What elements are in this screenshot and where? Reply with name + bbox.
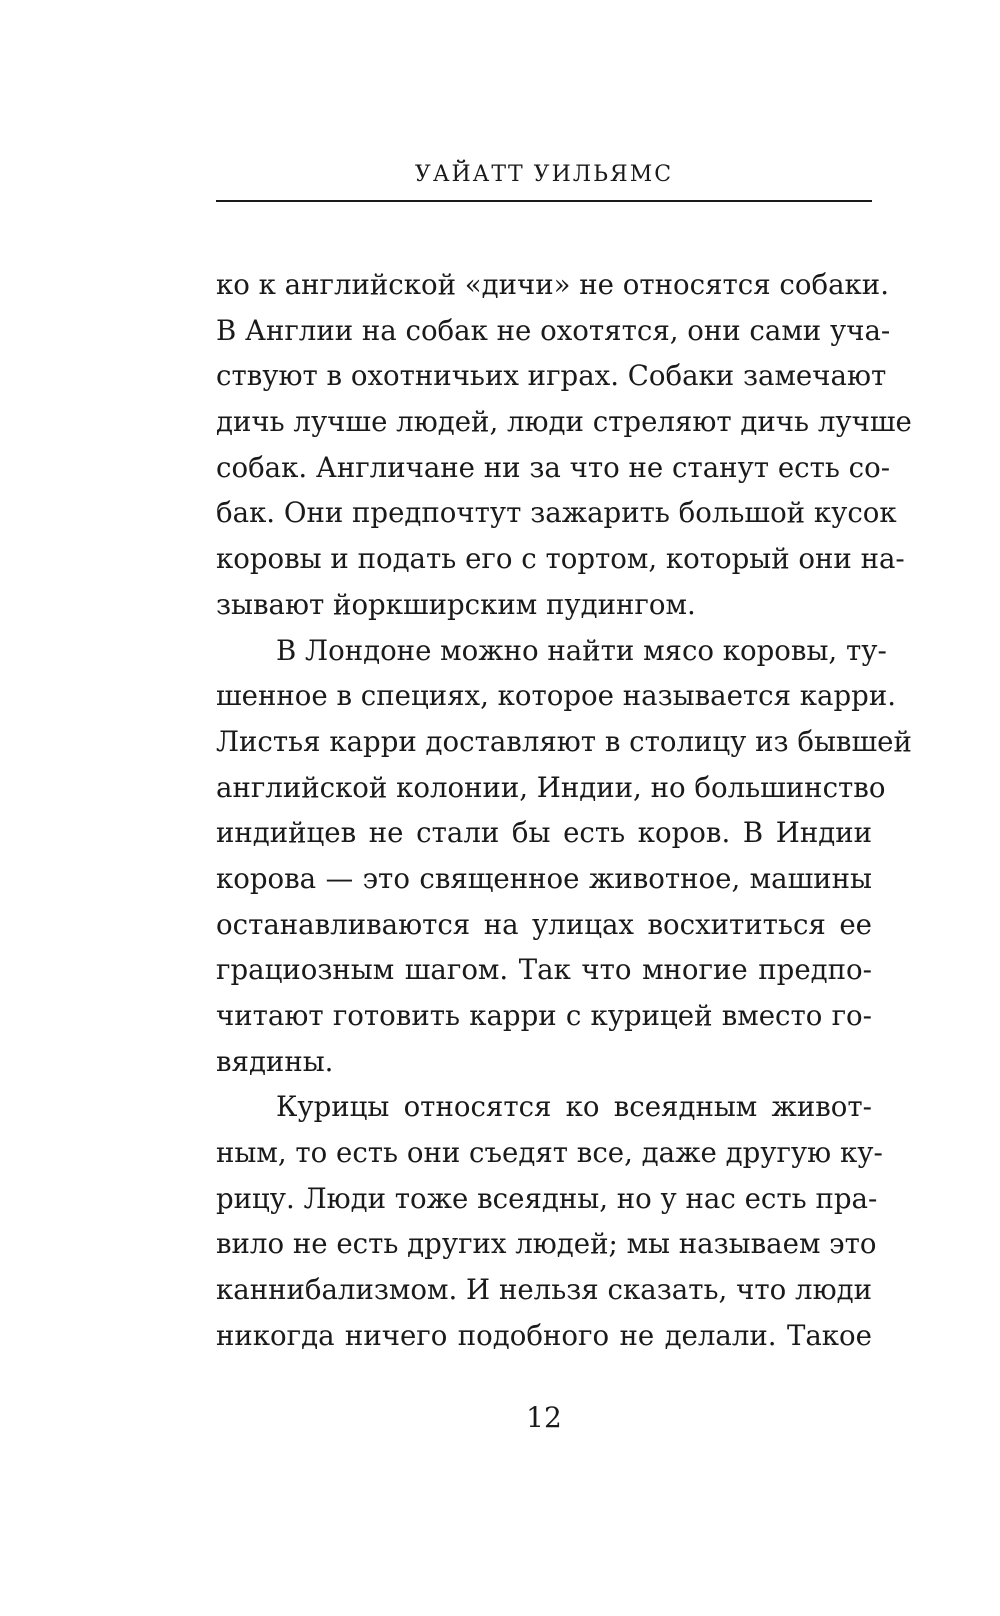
- header-rule: [216, 200, 872, 202]
- text-line: В Англии на собак не охотятся, они сами уча-: [216, 313, 891, 347]
- text-line: каннибализмом. И нельзя сказать, что люди: [216, 1273, 872, 1307]
- text-line: Листья карри доставляют в столицу из бывшей: [216, 724, 912, 758]
- text-line: ствуют в охотничьих играх. Собаки замечают: [216, 359, 887, 393]
- body-text: [216, 262, 912, 1359]
- text-line: останавливаются на улицах восхититься ее: [216, 907, 872, 941]
- text-line: коровы и подать его с тортом, который они на-: [216, 542, 905, 576]
- text-line: дичь лучше людей, люди стреляют дичь лучше: [216, 405, 912, 439]
- text-line: вядины.: [216, 1044, 334, 1078]
- text-line: собак. Англичане ни за что не станут есть со-: [216, 450, 891, 484]
- text-line: ным, то есть они съедят все, даже другую ку-: [216, 1136, 883, 1170]
- text-line: ко к английской «дичи» не относятся собаки.: [216, 268, 889, 301]
- text-line: английской колонии, Индии, но большинство: [216, 770, 886, 804]
- text-line: грациозным шагом. Так что многие предпо-: [216, 953, 872, 987]
- text-line: корова — это священное животное, машины: [216, 861, 872, 895]
- text-line: читают готовить карри с курицей вместо го-: [216, 999, 872, 1032]
- page-number: 12: [526, 1401, 562, 1434]
- running-title: УАЙАТТ УИЛЬЯМС: [414, 162, 674, 187]
- text-line: индийцев не стали бы есть коров. В Индии: [216, 816, 872, 850]
- text-line: вило не есть других людей; мы называем это: [216, 1227, 877, 1261]
- text-line: бак. Они предпочтут зажарить большой кусок: [216, 496, 897, 530]
- text-line: шенное в специях, которое называется карри.: [216, 679, 896, 713]
- text-line: никогда ничего подобного не делали. Такое: [216, 1318, 872, 1352]
- text-line: В Лондоне можно найти мясо коровы, ту-: [276, 633, 887, 667]
- text-line: рицу. Люди тоже всеядны, но у нас есть пра-: [216, 1181, 878, 1215]
- text-line: Курицы относятся ко всеядным живот-: [276, 1090, 872, 1124]
- text-line: зывают йоркширским пудингом.: [216, 587, 696, 621]
